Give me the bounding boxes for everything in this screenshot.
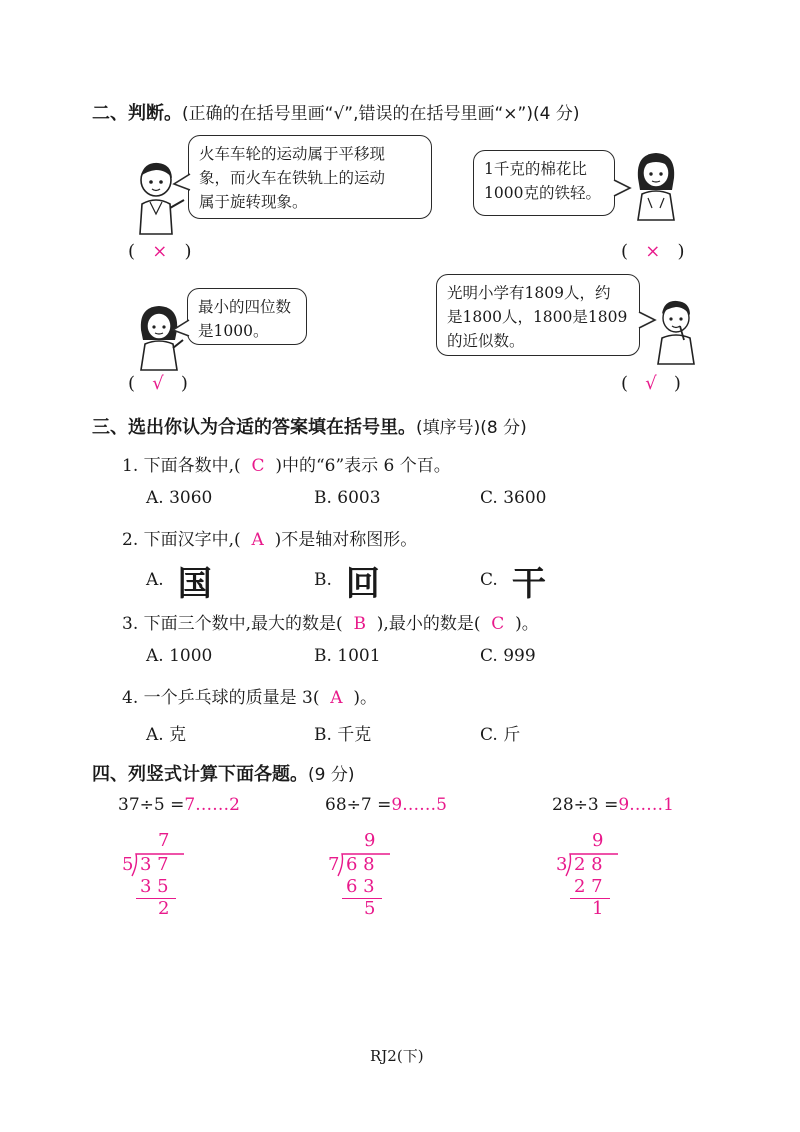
bubble-1-line-3: 属于旋转现象。 (199, 193, 308, 211)
ld3-dividend: 2 8 (574, 854, 603, 875)
q2-option-a-label: A. (146, 570, 164, 590)
division-problem-2 (325, 795, 447, 815)
problem-1-result[interactable]: 7……2 (184, 795, 240, 815)
q4-option-b: B. 千克 (314, 725, 372, 745)
speech-bubble-4 (436, 274, 640, 356)
boy-illustration (130, 158, 188, 236)
ld2-rule (342, 898, 382, 899)
q3-answer-2[interactable]: C (491, 614, 505, 634)
bubble-1-tail (172, 172, 192, 192)
long-division-2 (326, 830, 396, 920)
q2-prefix: 2. 下面汉字中,( (122, 530, 241, 550)
problem-3-result[interactable]: 9……1 (618, 795, 674, 815)
question-4 (122, 683, 377, 708)
ld3-product: 2 7 (574, 876, 603, 897)
answer-1: × (152, 241, 168, 262)
answer-paren-2[interactable]: ( × ) (621, 241, 685, 262)
section-4-title: 四、列竖式计算下面各题。 (92, 764, 308, 785)
ld3-remainder: 1 (592, 898, 604, 919)
answer-paren-1[interactable]: ( × ) (128, 241, 192, 262)
section-4-instruction: (9 分) (308, 765, 355, 785)
ld3-quotient: 9 (592, 830, 604, 851)
bubble-4-line-3: 的近似数。 (447, 332, 525, 350)
bubble-4-line-1: 光明小学有1809人，约 (447, 284, 611, 302)
speech-bubble-2 (473, 150, 615, 216)
q1-option-a: A. 3060 (146, 488, 213, 508)
q1-option-c: C. 3600 (480, 488, 547, 508)
bubble-4-line-2: 是1800人，1800是1809 (447, 308, 628, 326)
q1-suffix: )中的“6”表示 6 个百。 (275, 456, 451, 476)
q3-prefix: 3. 下面三个数中,最大的数是( (122, 614, 343, 634)
boy-illustration-2 (650, 296, 702, 366)
q3-suffix: )。 (515, 614, 539, 634)
problem-2-expr: 68÷7 = (325, 795, 392, 815)
ld1-remainder: 2 (158, 898, 170, 919)
bubble-3-line-1: 最小的四位数 (198, 298, 292, 316)
problem-1-expr: 37÷5 = (118, 795, 185, 815)
q2-option-b-label: B. (314, 570, 332, 590)
ld2-product: 6 3 (346, 876, 375, 897)
ld1-rule (136, 898, 176, 899)
section-3-instruction: (填序号)(8 分) (416, 418, 527, 438)
bubble-1-line-1: 火车车轮的运动属于平移现 (199, 145, 386, 163)
section-4-heading (92, 760, 354, 786)
answer-2: × (645, 241, 661, 262)
q3-option-b: B. 1001 (314, 646, 381, 666)
question-2 (122, 525, 417, 550)
bubble-3-line-2: 是1000。 (198, 322, 269, 340)
q2-answer[interactable]: A (251, 530, 264, 550)
section-2-instruction: (正确的在括号里画“√”,错误的在括号里画“×”)(4 分) (182, 104, 580, 124)
q3-option-c: C. 999 (480, 646, 536, 666)
division-problem-3 (552, 795, 674, 815)
division-problem-1 (118, 795, 240, 815)
section-3-heading (92, 413, 527, 439)
ld3-rule (570, 898, 610, 899)
girl-illustration (628, 148, 684, 222)
speech-bubble-3 (187, 288, 307, 345)
q2-suffix: )不是轴对称图形。 (274, 530, 418, 550)
long-division-3 (554, 830, 624, 920)
q4-suffix: )。 (353, 688, 378, 708)
section-2-heading (92, 99, 579, 125)
bubble-1-line-2: 象，而火车在铁轨上的运动 (199, 169, 386, 187)
q1-prefix: 1. 下面各数中,( (122, 456, 241, 476)
bubble-2-line-1: 1千克的棉花比 (484, 160, 587, 178)
answer-paren-4[interactable]: ( √ ) (621, 373, 681, 394)
section-2-title: 二、判断。 (92, 103, 182, 124)
q4-option-c: C. 斤 (480, 725, 521, 745)
ld1-product: 3 5 (140, 876, 169, 897)
problem-3-expr: 28÷3 = (552, 795, 619, 815)
q4-option-a: A. 克 (146, 725, 187, 745)
q3-option-a: A. 1000 (146, 646, 213, 666)
ld1-quotient: 7 (158, 830, 170, 851)
ld2-remainder: 5 (364, 898, 376, 919)
ld1-divisor: 5 (122, 854, 134, 875)
answer-4: √ (645, 373, 657, 394)
answer-3: √ (152, 373, 164, 394)
q2-option-c-label: C. (480, 570, 498, 590)
q2-option-a (146, 556, 212, 605)
q1-option-b: B. 6003 (314, 488, 381, 508)
q4-prefix: 4. 一个乒乓球的质量是 3( (122, 688, 320, 708)
q4-answer[interactable]: A (330, 688, 343, 708)
question-3 (122, 609, 539, 634)
bubble-2-line-2: 1000克的铁轻。 (484, 184, 601, 202)
ld2-quotient: 9 (364, 830, 376, 851)
speech-bubble-1 (188, 135, 432, 219)
ld1-dividend: 3 7 (140, 854, 169, 875)
problem-2-result[interactable]: 9……5 (391, 795, 447, 815)
q2-char-c: 干 (511, 564, 546, 604)
q3-answer-1[interactable]: B (353, 614, 366, 634)
long-division-1 (118, 830, 188, 920)
q3-middle: ),最小的数是( (376, 614, 481, 634)
q2-option-c (480, 556, 546, 605)
q2-char-a: 国 (177, 564, 212, 604)
q1-answer[interactable]: C (251, 456, 265, 476)
q2-char-b: 回 (345, 564, 380, 604)
q2-option-b (314, 556, 380, 605)
answer-paren-3[interactable]: ( √ ) (128, 373, 188, 394)
bubble-3-tail (171, 318, 191, 338)
section-3-title: 三、选出你认为合适的答案填在括号里。 (92, 417, 416, 438)
question-1 (122, 451, 451, 476)
page-footer-label: RJ2(下) (370, 1047, 424, 1065)
ld2-dividend: 6 8 (346, 854, 375, 875)
ld3-divisor: 3 (556, 854, 568, 875)
ld2-divisor: 7 (328, 854, 340, 875)
